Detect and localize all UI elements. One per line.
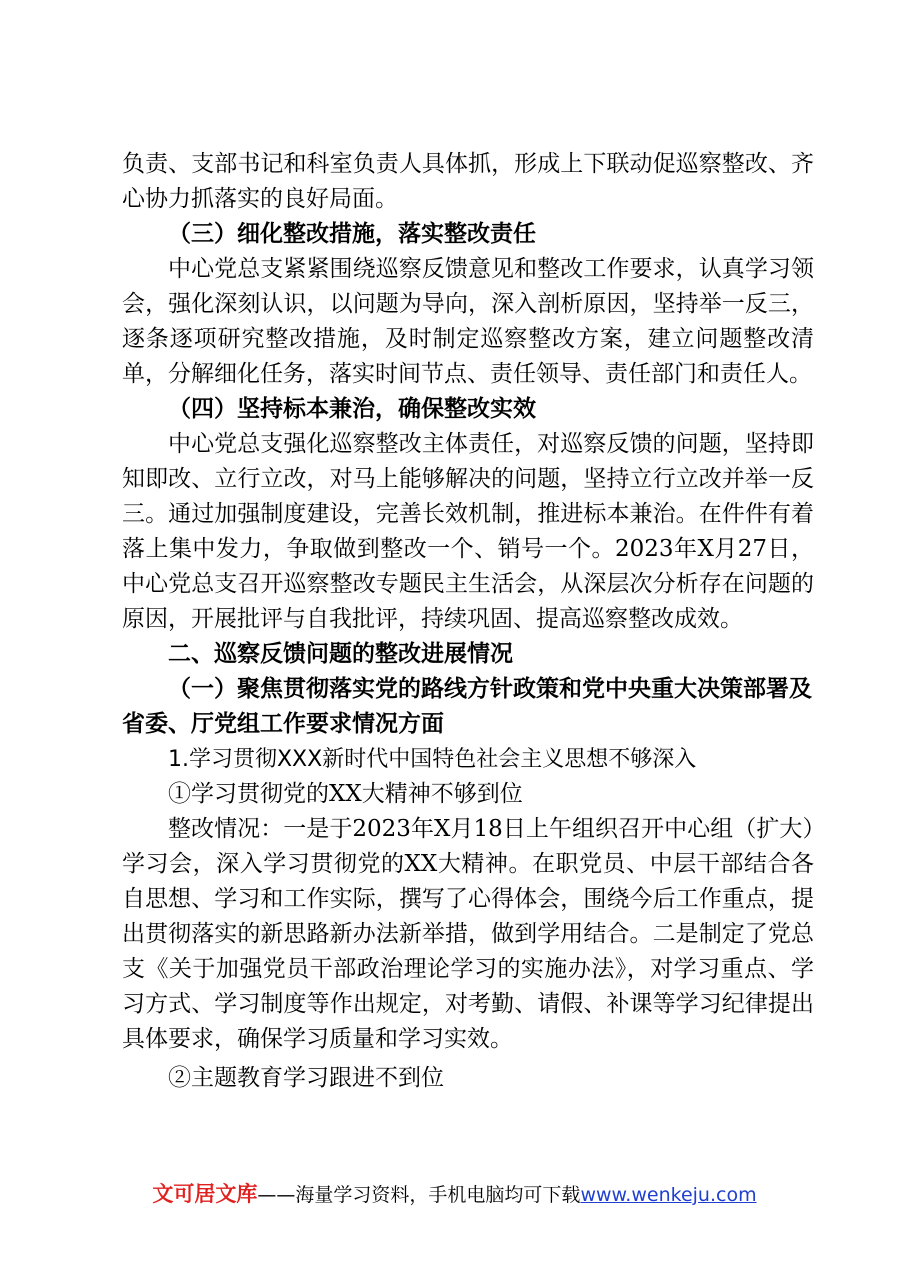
footer-brand: 文可居文库 <box>152 1182 258 1206</box>
section-heading-1: （一）聚焦贯彻落实党的路线方针政策和党中央重大决策部署及省委、厅党组工作要求情况方面 <box>122 676 812 737</box>
paragraph: 中心党总支强化巡察整改主体责任，对巡察反馈的问题，坚持即知即改、立行立改，对马上能够解决的问题，坚持立行立改并举一反三。通过加强制度建设，完善长效机制，推进标本兼治。在件件有着落上集中发力，争取做到整改一个、销号一个。2023年X月27日，中心党总支召开巡察整改专题民主生活会，从深层次分析存在问题的原因，开展批评与自我批评，持续巩固、提高巡察整改成效。 <box>122 431 814 632</box>
footer-slogan: ——海量学习资料，手机电脑均可下载 <box>257 1184 581 1206</box>
footer-site-link[interactable]: www.wenkeju.com <box>580 1184 757 1206</box>
section-heading-3: （三）细化整改措施，落实整改责任 <box>168 221 536 247</box>
numbered-item-1: 1.学习贯彻XXX新时代中国特色社会主义思想不够深入 <box>168 747 697 772</box>
paragraph-continuation: 负责、支部书记和科室负责人具体抓，形成上下联动促巡察整改、齐心协力抓落实的良好局面。 <box>122 151 814 212</box>
sub-item-1: ①学习贯彻党的XX大精神不够到位 <box>168 781 523 807</box>
footer-watermark <box>0 1180 909 1209</box>
chapter-heading-2: 二、巡察反馈问题的整改进展情况 <box>168 641 513 667</box>
paragraph-rectification: 整改情况：一是于2023年X月18日上午组织召开中心组（扩大）学习会，深入学习贯彻党的XX大精神。在职党员、中层干部结合各自思想、学习和工作实际，撰写了心得体会，围绕今后工作重点，提出贯彻落实的新思路新办法新举措，做到学用结合。二是制定了党总支《关于加强党员干部政治理论学习的实施办法》，对学习重点、学习方式、学习制度等作出规定，对考勤、请假、补课等学习纪律提出具体要求，确保学习质量和学习实效。 <box>122 816 814 1052</box>
sub-item-2: ②主题教育学习跟进不到位 <box>168 1065 444 1091</box>
paragraph: 中心党总支紧紧围绕巡察反馈意见和整改工作要求，认真学习领会，强化深刻认识，以问题为导向，深入剖析原因，坚持举一反三，逐条逐项研究整改措施，及时制定巡察整改方案，建立问题整改清单，分解细化任务，落实时间节点、责任领导、责任部门和责任人。 <box>122 256 814 387</box>
document-body <box>122 147 814 1096</box>
section-heading-4: （四）坚持标本兼治，确保整改实效 <box>168 396 536 422</box>
